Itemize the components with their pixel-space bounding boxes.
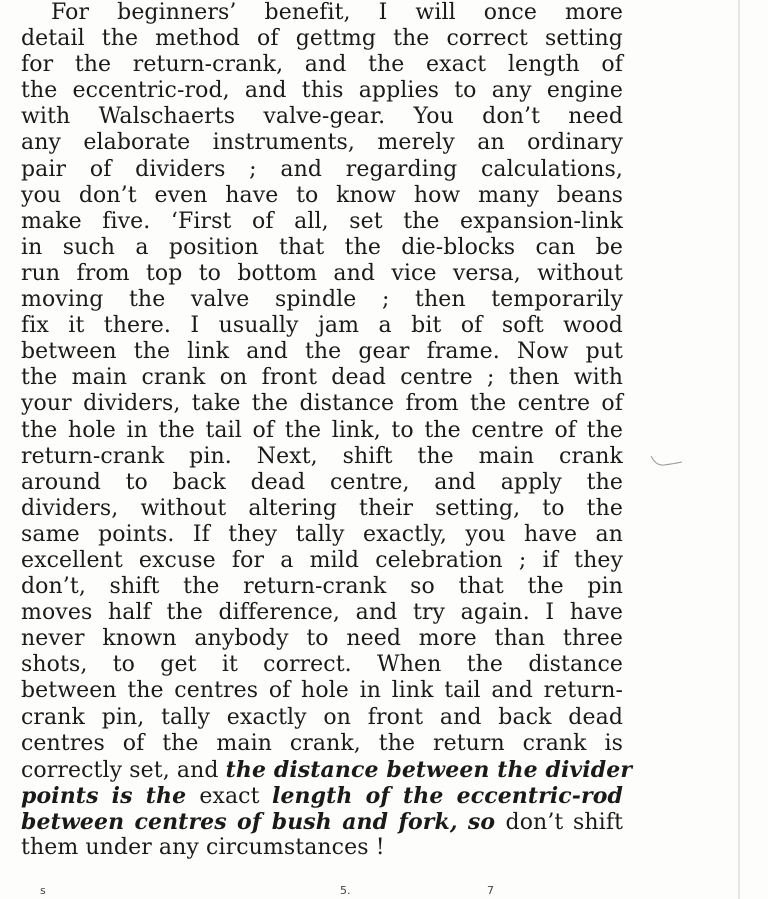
line-text: never known anybody to need more than three bbox=[21, 626, 623, 652]
line-text: crank pin, tally exactly on front and back dead bbox=[21, 704, 623, 730]
text-line bbox=[21, 235, 623, 261]
line-text: centres of the main crank, the return crank is bbox=[21, 730, 623, 756]
line-text: make five. ‘First of all, set the expansion-link bbox=[21, 208, 623, 234]
text-line bbox=[21, 313, 623, 339]
text-line bbox=[21, 705, 623, 731]
text-line bbox=[21, 522, 623, 548]
line-text: the hole in the tail of the link, to the centre of the bbox=[21, 417, 623, 443]
line-text: correctly set, and bbox=[21, 757, 226, 783]
line-text: For beginners’ benefit, I will once more bbox=[51, 0, 623, 25]
text-line bbox=[21, 26, 623, 52]
footer-mark-left: s bbox=[40, 884, 46, 897]
line-text: for the return-crank, and the exact length of bbox=[21, 52, 623, 78]
text-line bbox=[21, 209, 623, 235]
line-text: between the link and the gear frame. Now put bbox=[21, 339, 623, 365]
body-paragraph bbox=[21, 0, 633, 861]
text-line bbox=[21, 418, 623, 444]
line-text: run from top to bottom and vice versa, without bbox=[21, 260, 623, 286]
line-text: exact bbox=[199, 783, 272, 809]
text-line bbox=[21, 0, 623, 26]
text-line bbox=[21, 104, 623, 130]
text-line bbox=[21, 496, 623, 522]
line-text: moves half the difference, and try again. I have bbox=[21, 600, 623, 626]
text-line bbox=[21, 339, 623, 365]
text-line bbox=[21, 365, 623, 391]
text-line bbox=[21, 183, 623, 209]
emphasis-text: points is the bbox=[21, 782, 200, 809]
line-text: dividers, without altering their setting, to the bbox=[21, 495, 623, 521]
pencil-mark bbox=[650, 452, 684, 470]
text-line bbox=[21, 261, 623, 287]
text-line bbox=[21, 287, 623, 313]
line-text: around to back dead centre, and apply the bbox=[21, 469, 623, 495]
text-line bbox=[21, 626, 623, 652]
footer-mark-right: 7 bbox=[487, 884, 494, 897]
text-line bbox=[21, 835, 623, 861]
line-text: same points. If they tally exactly, you have an bbox=[21, 521, 623, 547]
footer-mark-mid: 5. bbox=[340, 884, 351, 897]
text-line bbox=[21, 470, 623, 496]
line-text: moving the valve spindle ; then temporarily bbox=[21, 287, 623, 313]
line-text: the main crank on front dead centre ; then with bbox=[21, 365, 623, 391]
line-text: fix it there. I usually jam a bit of soft wood bbox=[21, 313, 623, 339]
line-text: return-crank pin. Next, shift the main crank bbox=[21, 443, 623, 469]
line-text: them under any circumstances ! bbox=[21, 835, 385, 860]
text-line bbox=[21, 130, 623, 156]
line-text: detail the method of gettmg the correct setting bbox=[21, 26, 623, 52]
line-text: you don’t even have to know how many beans bbox=[21, 182, 623, 208]
text-line bbox=[21, 574, 623, 600]
emphasis-text: between centres of bush and fork, so bbox=[21, 808, 506, 835]
emphasis-text: length of the eccentric-rod bbox=[271, 782, 623, 809]
line-text: excellent excuse for a mild celebration ; if they bbox=[21, 547, 623, 573]
line-text: pair of dividers ; and regarding calculations, bbox=[21, 156, 623, 182]
line-text: don’t, shift the return-crank so that the pin bbox=[21, 574, 623, 600]
text-line bbox=[21, 52, 623, 78]
line-text: in such a position that the die-blocks can be bbox=[21, 234, 623, 260]
text-line bbox=[21, 809, 623, 835]
page-footer-marks bbox=[0, 880, 768, 899]
page-edge-shadow bbox=[738, 0, 740, 899]
text-line bbox=[21, 157, 623, 183]
text-line bbox=[21, 783, 623, 809]
line-text: your dividers, take the distance from the centre of bbox=[21, 391, 623, 417]
line-text: shots, to get it correct. When the distance bbox=[21, 652, 623, 678]
text-line bbox=[21, 756, 633, 783]
text-line bbox=[21, 600, 623, 626]
line-text: between the centres of hole in link tail and return- bbox=[21, 678, 623, 704]
line-text: don’t shift bbox=[505, 809, 624, 835]
text-line bbox=[21, 78, 623, 104]
line-text: with Walschaerts valve-gear. You don’t need bbox=[21, 104, 623, 130]
emphasis-text: the distance between the divider bbox=[225, 756, 633, 783]
text-line bbox=[21, 444, 623, 470]
line-text: any elaborate instruments, merely an ordinary bbox=[21, 130, 623, 156]
text-line bbox=[21, 391, 623, 417]
line-text: the eccentric-rod, and this applies to any engine bbox=[21, 78, 623, 104]
text-line bbox=[21, 731, 623, 757]
text-line bbox=[21, 548, 623, 574]
text-line bbox=[21, 652, 623, 678]
text-line bbox=[21, 678, 623, 704]
